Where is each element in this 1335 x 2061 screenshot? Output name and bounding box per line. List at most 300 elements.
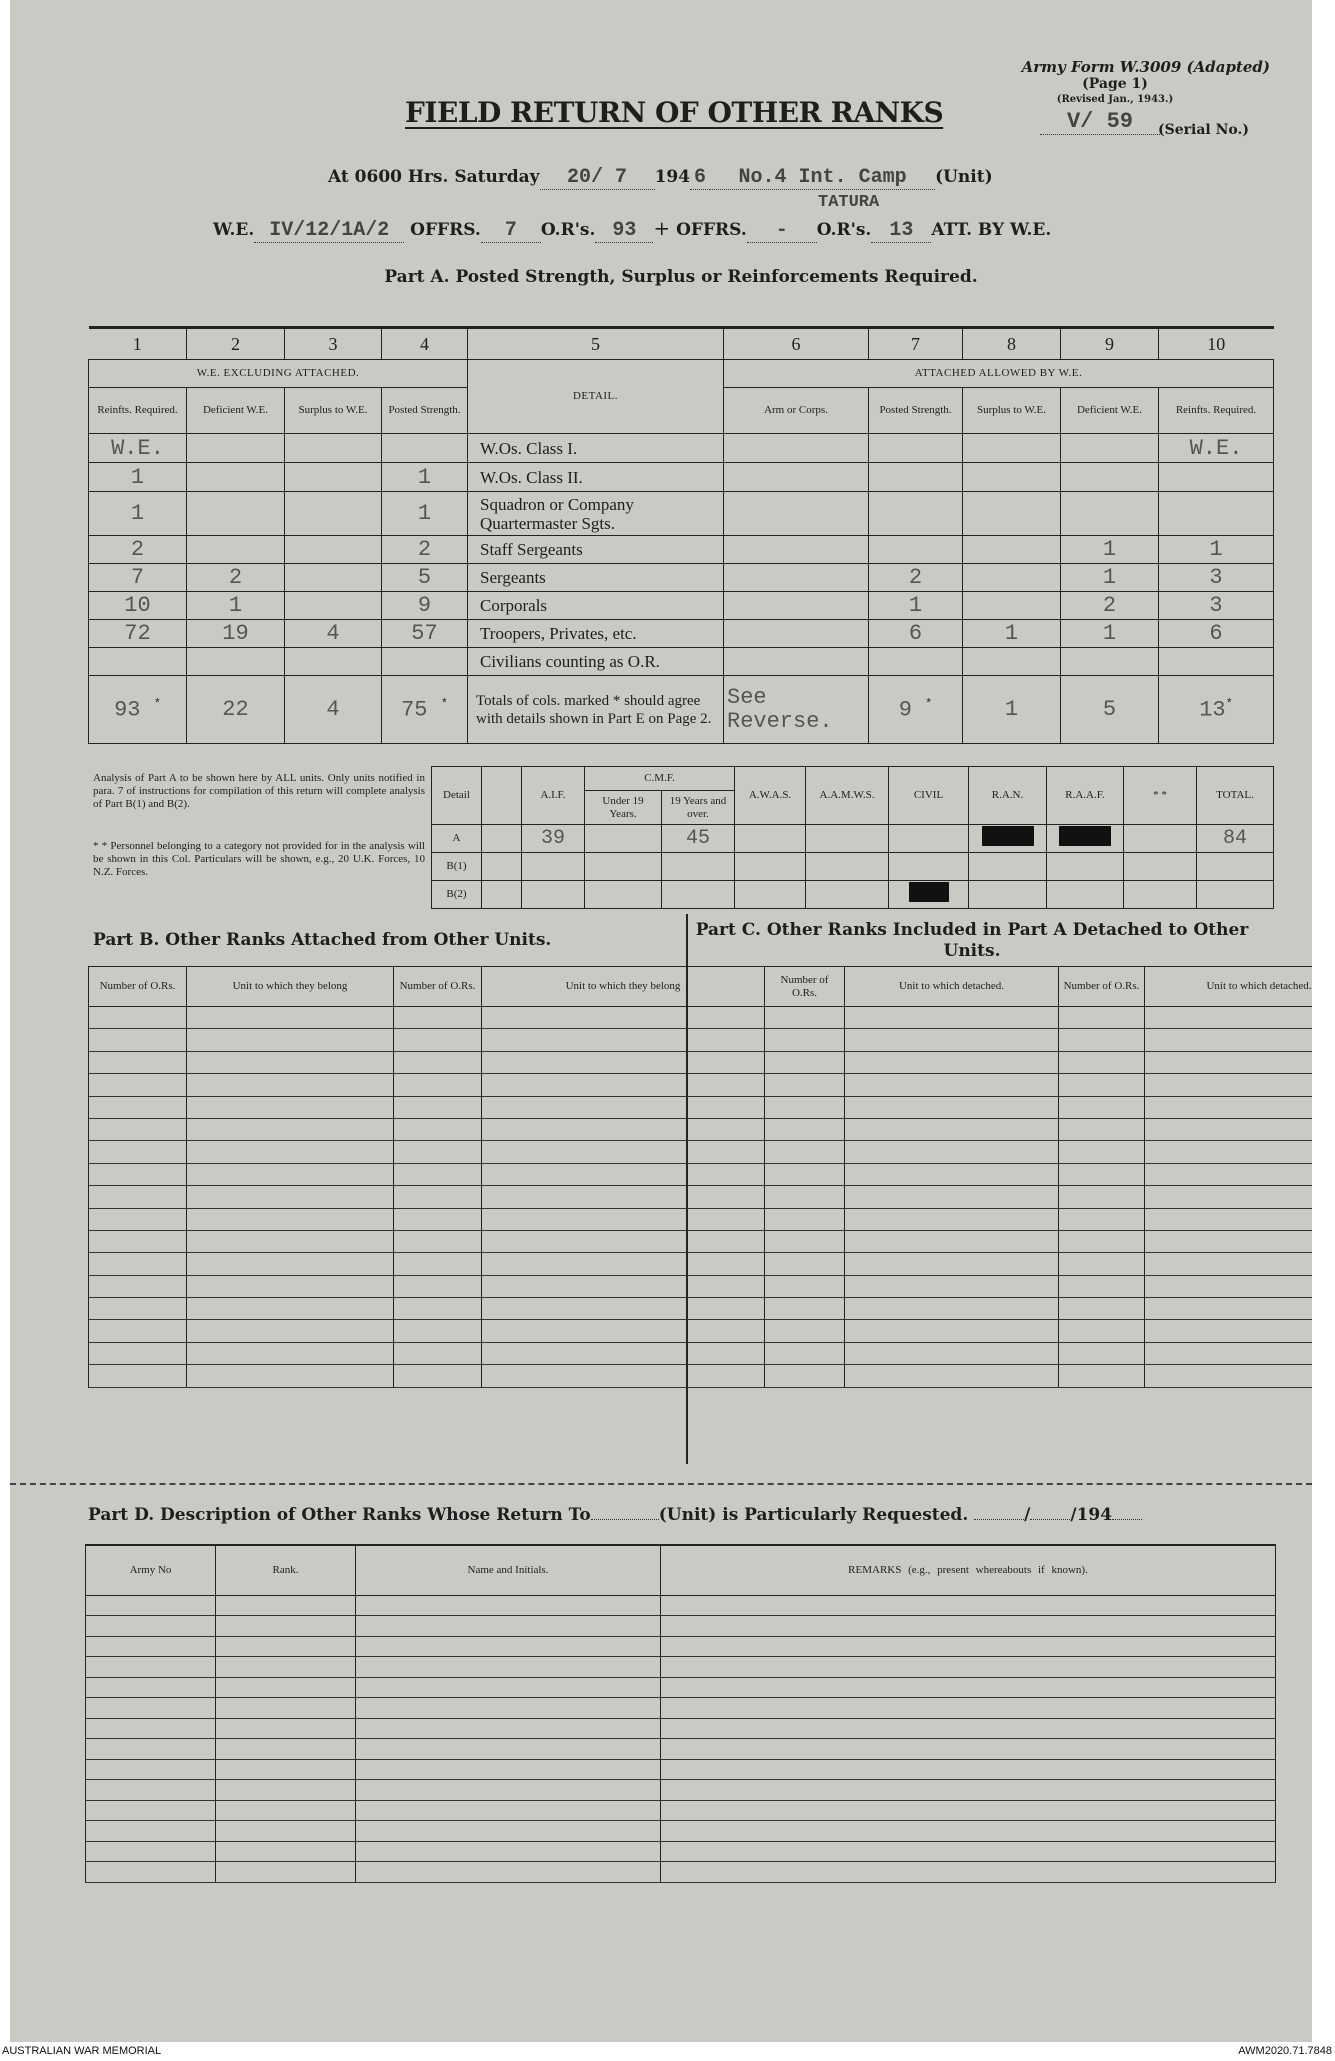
entry-cell[interactable]	[89, 1186, 187, 1208]
entry-cell[interactable]	[216, 1616, 356, 1637]
entry-cell[interactable]	[1059, 1230, 1145, 1252]
value-cell	[869, 434, 963, 463]
entry-cell[interactable]	[394, 1118, 482, 1140]
part-bc-row	[89, 1208, 1313, 1230]
entry-cell[interactable]	[394, 1298, 482, 1320]
entry-cell[interactable]	[394, 1208, 482, 1230]
entry-cell[interactable]	[394, 1342, 482, 1364]
entry-cell[interactable]	[482, 1320, 765, 1342]
entry-cell[interactable]	[89, 1007, 187, 1029]
value-cell	[724, 648, 869, 676]
value-cell: 1	[382, 463, 468, 492]
entry-cell[interactable]	[1145, 1208, 1313, 1230]
entry-cell[interactable]	[187, 1051, 394, 1073]
value-cell	[285, 492, 382, 536]
entry-cell[interactable]	[86, 1718, 216, 1739]
col-number: 10	[1159, 328, 1274, 360]
entry-cell[interactable]	[187, 1118, 394, 1140]
entry-cell[interactable]	[356, 1636, 661, 1657]
value-cell	[1061, 463, 1159, 492]
entry-cell[interactable]	[1059, 1253, 1145, 1275]
entry-cell[interactable]	[86, 1800, 216, 1821]
redaction	[969, 825, 1047, 853]
entry-cell[interactable]	[89, 1074, 187, 1096]
entry-cell[interactable]	[394, 1096, 482, 1118]
entry-cell[interactable]	[661, 1759, 1276, 1780]
entry-cell[interactable]	[1059, 1007, 1145, 1029]
entry-cell[interactable]	[86, 1657, 216, 1678]
entry-cell[interactable]	[216, 1862, 356, 1883]
form-id: Army Form W.3009 (Adapted)	[1021, 58, 1270, 76]
entry-cell[interactable]	[86, 1780, 216, 1801]
entry-cell[interactable]	[1145, 1163, 1313, 1185]
entry-cell[interactable]	[89, 1141, 187, 1163]
entry-cell[interactable]	[394, 1253, 482, 1275]
analysis-row-label: A	[432, 825, 482, 853]
value-cell: 2	[89, 536, 187, 564]
entry-cell[interactable]	[356, 1616, 661, 1637]
part-d-row	[86, 1636, 1276, 1657]
entry-cell[interactable]	[394, 1051, 482, 1073]
entry-cell[interactable]	[1059, 1118, 1145, 1140]
entry-cell[interactable]	[1059, 1096, 1145, 1118]
rank-header: Rank.	[216, 1545, 356, 1595]
entry-cell[interactable]	[482, 1163, 765, 1185]
footer-bar	[0, 2042, 1335, 2061]
entry-cell[interactable]	[216, 1821, 356, 1842]
value-cell	[285, 564, 382, 592]
value-cell: 10	[89, 592, 187, 620]
value-cell: 5	[382, 564, 468, 592]
entry-cell[interactable]	[394, 1007, 482, 1029]
entry-cell[interactable]	[1059, 1298, 1145, 1320]
col-number: 9	[1061, 328, 1159, 360]
entry-cell[interactable]	[187, 1208, 394, 1230]
entry-cell[interactable]	[394, 1029, 482, 1051]
entry-cell[interactable]	[661, 1657, 1276, 1678]
total-cell: 22	[187, 676, 285, 744]
entry-cell[interactable]	[86, 1841, 216, 1862]
value-cell	[963, 463, 1061, 492]
entry-cell[interactable]	[1059, 1208, 1145, 1230]
aif-header: A.I.F.	[522, 767, 585, 825]
value-cell	[724, 463, 869, 492]
awas-header: A.W.A.S.	[735, 767, 806, 825]
entry-cell[interactable]	[1145, 1141, 1313, 1163]
entry-cell[interactable]	[89, 1208, 187, 1230]
civil-header: CIVIL	[889, 767, 969, 825]
entry-cell[interactable]	[765, 1007, 845, 1029]
value-cell	[187, 536, 285, 564]
entry-cell[interactable]	[89, 1029, 187, 1051]
part-bc-row	[89, 1029, 1313, 1051]
entry-cell[interactable]	[482, 1029, 765, 1051]
entry-cell[interactable]	[89, 1118, 187, 1140]
entry-cell[interactable]	[765, 1051, 845, 1073]
entry-cell[interactable]	[845, 1230, 1059, 1252]
value-cell	[1159, 648, 1274, 676]
entry-cell[interactable]	[845, 1029, 1059, 1051]
entry-cell[interactable]	[187, 1007, 394, 1029]
entry-cell[interactable]	[845, 1074, 1059, 1096]
value-cell: 1	[869, 592, 963, 620]
entry-cell[interactable]	[1145, 1007, 1313, 1029]
entry-cell[interactable]	[845, 1007, 1059, 1029]
entry-cell[interactable]	[1145, 1298, 1313, 1320]
value-cell	[869, 492, 963, 536]
entry-cell[interactable]	[356, 1759, 661, 1780]
entry-cell[interactable]	[216, 1636, 356, 1657]
value-cell: W.E.	[1159, 434, 1274, 463]
entry-cell[interactable]	[187, 1186, 394, 1208]
entry-cell[interactable]	[86, 1636, 216, 1657]
entry-cell[interactable]	[661, 1636, 1276, 1657]
entry-cell[interactable]	[845, 1298, 1059, 1320]
total-header: TOTAL.	[1197, 767, 1274, 825]
entry-cell[interactable]	[86, 1677, 216, 1698]
value-cell: 3	[1159, 564, 1274, 592]
part-a-row	[89, 648, 1274, 676]
entry-cell[interactable]	[482, 1230, 765, 1252]
part-bc-table	[88, 966, 1312, 1388]
entry-cell[interactable]	[661, 1595, 1276, 1616]
redaction	[889, 881, 969, 909]
entry-cell[interactable]	[187, 1275, 394, 1297]
entry-cell[interactable]	[1145, 1230, 1313, 1252]
entry-cell[interactable]	[394, 1141, 482, 1163]
entry-cell[interactable]	[765, 1230, 845, 1252]
part-a-row	[89, 620, 1274, 648]
entry-cell[interactable]	[216, 1677, 356, 1698]
subhead-surplus: Surplus to W.E.	[963, 388, 1061, 434]
entry-cell[interactable]	[89, 1298, 187, 1320]
entry-cell[interactable]	[89, 1051, 187, 1073]
entry-cell[interactable]	[89, 1342, 187, 1364]
entry-cell[interactable]	[765, 1275, 845, 1297]
entry-cell[interactable]	[394, 1230, 482, 1252]
entry-cell[interactable]	[356, 1800, 661, 1821]
entry-cell[interactable]	[1145, 1275, 1313, 1297]
total-cell: 1	[963, 676, 1061, 744]
total-cell: See Reverse.	[724, 676, 869, 744]
entry-cell[interactable]	[1059, 1074, 1145, 1096]
entry-cell[interactable]	[394, 1275, 482, 1297]
entry-cell[interactable]	[845, 1208, 1059, 1230]
part-bc-row	[89, 1275, 1313, 1297]
entry-cell[interactable]	[765, 1163, 845, 1185]
entry-cell[interactable]	[394, 1365, 482, 1387]
detail-label: Troopers, Privates, etc.	[468, 620, 724, 648]
entry-cell[interactable]	[482, 1342, 765, 1364]
col-number: 5	[468, 328, 724, 360]
entry-cell[interactable]	[187, 1365, 394, 1387]
value-cell	[1061, 492, 1159, 536]
value-cell	[382, 648, 468, 676]
part-bc-row	[89, 1163, 1313, 1185]
entry-cell[interactable]	[1145, 1051, 1313, 1073]
entry-cell[interactable]	[187, 1163, 394, 1185]
entry-cell[interactable]	[661, 1718, 1276, 1739]
analysis-row	[432, 853, 1274, 881]
entry-cell[interactable]	[356, 1698, 661, 1719]
col-number: 7	[869, 328, 963, 360]
entry-cell[interactable]	[765, 1342, 845, 1364]
total-cell: 93 *	[89, 676, 187, 744]
part-d-row	[86, 1800, 1276, 1821]
entry-cell[interactable]	[356, 1739, 661, 1760]
value-cell	[963, 434, 1061, 463]
entry-cell[interactable]	[482, 1141, 765, 1163]
entry-cell[interactable]	[661, 1739, 1276, 1760]
entry-cell[interactable]	[86, 1616, 216, 1637]
entry-cell[interactable]	[89, 1230, 187, 1252]
entry-cell[interactable]	[89, 1253, 187, 1275]
value-cell: 6	[1159, 620, 1274, 648]
part-a-row	[89, 463, 1274, 492]
entry-cell[interactable]	[1145, 1029, 1313, 1051]
entry-cell[interactable]	[661, 1677, 1276, 1698]
entry-cell[interactable]	[89, 1365, 187, 1387]
entry-cell[interactable]	[765, 1118, 845, 1140]
entry-cell[interactable]	[1059, 1029, 1145, 1051]
entry-cell[interactable]	[482, 1007, 765, 1029]
value-cell: W.E.	[89, 434, 187, 463]
entry-cell[interactable]	[187, 1096, 394, 1118]
part-bc-row	[89, 1230, 1313, 1252]
value-cell	[869, 463, 963, 492]
entry-cell[interactable]	[187, 1320, 394, 1342]
entry-cell[interactable]	[89, 1163, 187, 1185]
entry-cell[interactable]	[86, 1759, 216, 1780]
part-a-row	[89, 564, 1274, 592]
entry-cell[interactable]	[661, 1616, 1276, 1637]
entry-cell[interactable]	[356, 1841, 661, 1862]
entry-cell[interactable]	[394, 1320, 482, 1342]
total-value: 84	[1197, 825, 1274, 853]
subhead-reinfts: Reinfts. Required.	[1159, 388, 1274, 434]
value-cell	[285, 434, 382, 463]
part-bc-row	[89, 1007, 1313, 1029]
value-cell	[724, 434, 869, 463]
entry-cell[interactable]	[845, 1051, 1059, 1073]
entry-cell[interactable]	[394, 1163, 482, 1185]
entry-cell[interactable]	[187, 1074, 394, 1096]
col-number: 6	[724, 328, 869, 360]
value-cell	[187, 434, 285, 463]
entry-cell[interactable]	[482, 1186, 765, 1208]
other-header: * *	[1124, 767, 1197, 825]
totals-row	[89, 676, 1274, 744]
entry-cell[interactable]	[356, 1657, 661, 1678]
entry-cell[interactable]	[216, 1595, 356, 1616]
totals-detail: Totals of cols. marked * should agree with details shown in Part E on Page 2.	[468, 676, 724, 744]
value-cell	[187, 463, 285, 492]
part-d-row	[86, 1718, 1276, 1739]
entry-cell[interactable]	[187, 1029, 394, 1051]
entry-cell[interactable]	[187, 1298, 394, 1320]
entry-cell[interactable]	[661, 1841, 1276, 1862]
entry-cell[interactable]	[845, 1253, 1059, 1275]
value-cell: 1	[187, 592, 285, 620]
entry-cell[interactable]	[1145, 1118, 1313, 1140]
entry-cell[interactable]	[1059, 1320, 1145, 1342]
entry-cell[interactable]	[216, 1780, 356, 1801]
value-cell	[285, 463, 382, 492]
entry-cell[interactable]	[661, 1800, 1276, 1821]
subhead-deficient: Deficient W.E.	[1061, 388, 1159, 434]
entry-cell[interactable]	[1145, 1365, 1313, 1387]
we-excluding-header: W.E. EXCLUDING ATTACHED.	[89, 360, 468, 388]
value-cell	[724, 592, 869, 620]
entry-cell[interactable]	[845, 1342, 1059, 1364]
entry-cell[interactable]	[661, 1862, 1276, 1883]
entry-cell[interactable]	[845, 1118, 1059, 1140]
subhead-arm-corps: Arm or Corps.	[724, 388, 869, 434]
col-number: 4	[382, 328, 468, 360]
entry-cell[interactable]	[1145, 1253, 1313, 1275]
entry-cell[interactable]	[661, 1780, 1276, 1801]
entry-cell[interactable]	[765, 1365, 845, 1387]
entry-cell[interactable]	[765, 1141, 845, 1163]
entry-cell[interactable]	[845, 1141, 1059, 1163]
value-cell: 1	[382, 492, 468, 536]
entry-cell[interactable]	[1145, 1320, 1313, 1342]
footer-right: AWM2020.71.7848	[1238, 2045, 1332, 2057]
entry-cell[interactable]	[216, 1841, 356, 1862]
entry-cell[interactable]	[216, 1759, 356, 1780]
entry-cell[interactable]	[356, 1821, 661, 1842]
value-cell	[963, 592, 1061, 620]
entry-cell[interactable]	[216, 1739, 356, 1760]
entry-cell[interactable]	[86, 1595, 216, 1616]
value-cell	[869, 648, 963, 676]
value-cell	[963, 648, 1061, 676]
entry-cell[interactable]	[1059, 1342, 1145, 1364]
part-b-title: Part B. Other Ranks Attached from Other Units.	[93, 930, 552, 950]
part-d-row	[86, 1759, 1276, 1780]
entry-cell[interactable]	[1145, 1096, 1313, 1118]
entry-cell[interactable]	[187, 1342, 394, 1364]
entry-cell[interactable]	[86, 1698, 216, 1719]
subhead-posted: Posted Strength.	[382, 388, 468, 434]
detail-label: W.Os. Class II.	[468, 463, 724, 492]
entry-cell[interactable]	[765, 1298, 845, 1320]
entry-cell[interactable]	[1059, 1163, 1145, 1185]
entry-cell[interactable]	[89, 1096, 187, 1118]
part-b-number-header: Number of O.Rs.	[89, 967, 187, 1007]
entry-cell[interactable]	[661, 1698, 1276, 1719]
entry-cell[interactable]	[187, 1253, 394, 1275]
entry-cell[interactable]	[765, 1096, 845, 1118]
entry-cell[interactable]	[845, 1096, 1059, 1118]
entry-cell[interactable]	[89, 1275, 187, 1297]
detail-label: Squadron or Company Quartermaster Sgts.	[468, 492, 724, 536]
detail-label: W.Os. Class I.	[468, 434, 724, 463]
entry-cell[interactable]	[1059, 1365, 1145, 1387]
entry-cell[interactable]	[356, 1677, 661, 1698]
entry-cell[interactable]	[482, 1051, 765, 1073]
ran-header: R.A.N.	[969, 767, 1047, 825]
entry-cell[interactable]	[216, 1657, 356, 1678]
entry-cell[interactable]	[1145, 1074, 1313, 1096]
subhead-deficient: Deficient W.E.	[187, 388, 285, 434]
remarks-header: REMARKS (e.g., present whereabouts if known).	[661, 1545, 1276, 1595]
subhead-posted: Posted Strength.	[869, 388, 963, 434]
entry-cell[interactable]	[187, 1230, 394, 1252]
value-cell	[724, 492, 869, 536]
perforation-line	[10, 1483, 1312, 1485]
entry-cell[interactable]	[845, 1275, 1059, 1297]
entry-cell[interactable]	[482, 1118, 765, 1140]
entry-cell[interactable]	[356, 1718, 661, 1739]
entry-cell[interactable]	[394, 1186, 482, 1208]
part-d-row	[86, 1821, 1276, 1842]
entry-cell[interactable]	[482, 1365, 765, 1387]
entry-cell[interactable]	[765, 1320, 845, 1342]
entry-cell[interactable]	[1059, 1275, 1145, 1297]
entry-cell[interactable]	[86, 1862, 216, 1883]
part-d-row	[86, 1677, 1276, 1698]
entry-cell[interactable]	[216, 1698, 356, 1719]
entry-cell[interactable]	[482, 1275, 765, 1297]
entry-cell[interactable]	[1059, 1141, 1145, 1163]
part-bc-row	[89, 1365, 1313, 1387]
entry-cell[interactable]	[216, 1718, 356, 1739]
entry-cell[interactable]	[661, 1821, 1276, 1842]
value-cell: 7	[89, 564, 187, 592]
entry-cell[interactable]	[89, 1320, 187, 1342]
part-bc-row	[89, 1096, 1313, 1118]
entry-cell[interactable]	[482, 1253, 765, 1275]
entry-cell[interactable]	[765, 1253, 845, 1275]
entry-cell[interactable]	[1145, 1342, 1313, 1364]
part-a-row	[89, 434, 1274, 463]
entry-cell[interactable]	[1145, 1186, 1313, 1208]
part-b-unit-header: Unit to which they belong	[187, 967, 394, 1007]
entry-cell[interactable]	[845, 1186, 1059, 1208]
part-bc-row	[89, 1051, 1313, 1073]
entry-cell[interactable]	[482, 1096, 765, 1118]
part-bc-row	[89, 1074, 1313, 1096]
entry-cell[interactable]	[845, 1320, 1059, 1342]
entry-cell[interactable]	[1059, 1186, 1145, 1208]
entry-cell[interactable]	[216, 1800, 356, 1821]
raaf-header: R.A.A.F.	[1047, 767, 1124, 825]
entry-cell[interactable]	[765, 1208, 845, 1230]
entry-cell[interactable]	[356, 1862, 661, 1883]
part-c-title: Part C. Other Ranks Included in Part A Detached to Other Units.	[695, 920, 1249, 961]
entry-cell[interactable]	[187, 1141, 394, 1163]
entry-cell[interactable]	[356, 1780, 661, 1801]
entry-cell[interactable]	[845, 1365, 1059, 1387]
revised-date: (Revised Jan., 1943.)	[1056, 94, 1174, 105]
value-cell	[187, 492, 285, 536]
entry-cell[interactable]	[845, 1163, 1059, 1185]
entry-cell[interactable]	[482, 1074, 765, 1096]
value-cell	[724, 620, 869, 648]
entry-cell[interactable]	[482, 1208, 765, 1230]
entry-cell[interactable]	[765, 1186, 845, 1208]
entry-cell[interactable]	[765, 1029, 845, 1051]
value-cell	[1061, 434, 1159, 463]
entry-cell[interactable]	[765, 1074, 845, 1096]
entry-cell[interactable]	[86, 1821, 216, 1842]
entry-cell[interactable]	[356, 1595, 661, 1616]
entry-cell[interactable]	[1059, 1051, 1145, 1073]
entry-cell[interactable]	[394, 1074, 482, 1096]
entry-cell[interactable]	[86, 1739, 216, 1760]
entry-cell[interactable]	[482, 1298, 765, 1320]
